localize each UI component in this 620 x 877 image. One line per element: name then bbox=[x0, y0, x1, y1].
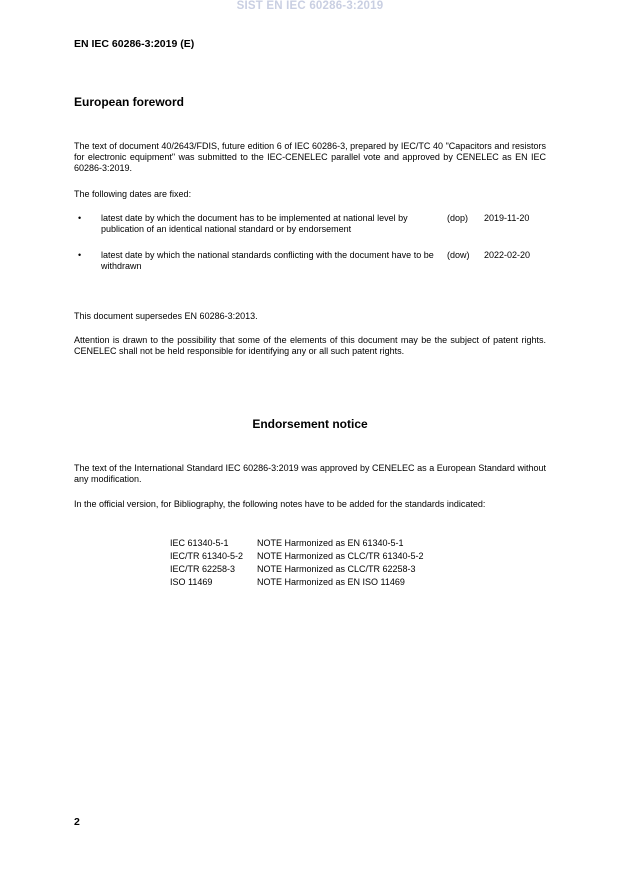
standard-reference: IEC 61340-5-1 bbox=[170, 538, 229, 548]
harmonized-note: NOTE Harmonized as CLC/TR 62258-3 bbox=[257, 564, 416, 574]
harmonized-note: NOTE Harmonized as CLC/TR 61340-5-2 bbox=[257, 551, 424, 561]
date-code: (dop) bbox=[447, 213, 469, 223]
page-number: 2 bbox=[74, 816, 80, 828]
list-item bbox=[170, 550, 424, 563]
endorsement-paragraph-2: In the official version, for Bibliography, the following notes have to be added for the standards indicated: bbox=[74, 499, 486, 509]
bullet-icon: • bbox=[78, 250, 82, 260]
endorsement-notice-heading: Endorsement notice bbox=[252, 417, 368, 431]
list-item bbox=[170, 537, 424, 550]
foreword-paragraph-supersedes: This document supersedes EN 60286-3:2013. bbox=[74, 311, 258, 321]
endorsement-paragraph-1: The text of the International Standard IEC 60286-3:2019 was approved by CENELEC as a European Standard without any modification. bbox=[74, 463, 546, 484]
foreword-paragraph-patent: Attention is drawn to the possibility that some of the elements of this document may be the subject of patent rights. CENELEC shall not be held responsible for identifying any or all such patent rights. bbox=[74, 335, 546, 356]
list-item bbox=[170, 576, 424, 589]
standard-reference: ISO 11469 bbox=[170, 577, 213, 587]
bibliography-notes-list bbox=[170, 537, 424, 589]
date-value: 2022-02-20 bbox=[484, 250, 531, 260]
document-id-header: EN IEC 60286-3:2019 (E) bbox=[74, 38, 195, 50]
harmonized-note: NOTE Harmonized as EN 61340-5-1 bbox=[257, 538, 404, 548]
harmonized-note: NOTE Harmonized as EN ISO 11469 bbox=[257, 577, 405, 587]
date-value: 2019-11-20 bbox=[484, 213, 530, 223]
european-foreword-heading: European foreword bbox=[74, 95, 185, 109]
date-description: latest date by which the national standards conflicting with the document have to be withdrawn bbox=[101, 250, 434, 271]
date-code: (dow) bbox=[447, 250, 470, 260]
standard-reference: IEC/TR 62258-3 bbox=[170, 564, 236, 574]
watermark: SIST EN IEC 60286-3:2019 bbox=[236, 0, 384, 12]
foreword-paragraph-2: The following dates are fixed: bbox=[74, 189, 192, 199]
list-item bbox=[170, 563, 424, 576]
bullet-icon: • bbox=[78, 213, 82, 223]
date-description: latest date by which the document has to be implemented at national level by publication of an identical national standard or by endorsement bbox=[101, 213, 408, 234]
standard-reference: IEC/TR 61340-5-2 bbox=[170, 551, 244, 561]
foreword-paragraph-1: The text of document 40/2643/FDIS, future edition 6 of IEC 60286-3, prepared by IEC/TC 40 "Capacitors and resistors for electronic equipment" was submitted to the IEC-CENELEC parallel vote and approved by CENELEC as EN IEC 60286-3:2019. bbox=[74, 141, 546, 173]
